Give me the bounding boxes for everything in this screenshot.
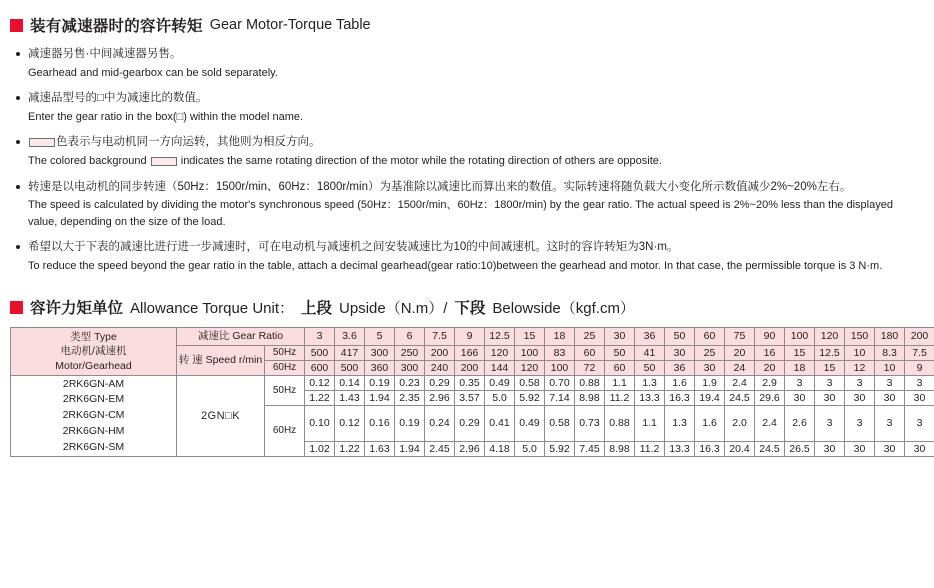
- torque-value-kgfcm: 1.43: [335, 390, 365, 405]
- note-item: [14, 179, 924, 231]
- speed-50hz-value: 8.3: [875, 345, 905, 360]
- torque-value: 2.9: [755, 375, 785, 390]
- torque-value: 3: [815, 375, 845, 390]
- torque-value-kgfcm: 1.94: [395, 442, 425, 457]
- torque-value: 1.3: [635, 375, 665, 390]
- speed-60hz-value: 200: [455, 360, 485, 375]
- note-en: Enter the gear ratio in the box(□) within the model name.: [28, 110, 304, 123]
- torque-value: 0.19: [395, 405, 425, 442]
- torque-value: 3: [875, 375, 905, 390]
- torque-value: 0.73: [575, 405, 605, 442]
- torque-value: 1.9: [695, 375, 725, 390]
- torque-value-kgfcm: 5.92: [545, 442, 575, 457]
- unit-heading-cn: 容许力矩单位: [30, 300, 124, 318]
- torque-value: 0.35: [455, 375, 485, 390]
- torque-value-kgfcm: 2.96: [425, 390, 455, 405]
- note-item: [14, 134, 924, 169]
- torque-value-kgfcm: 16.3: [665, 390, 695, 405]
- unit-heading-upside-en: Upside（N.m）/: [339, 299, 448, 317]
- table-row: [11, 375, 934, 390]
- speed-50hz-value: 15: [785, 345, 815, 360]
- speed-50hz-value: 60: [575, 345, 605, 360]
- torque-value: 0.49: [485, 375, 515, 390]
- section-heading-cn: 装有减速器时的容许转矩: [30, 18, 203, 35]
- torque-value-kgfcm: 30: [845, 390, 875, 405]
- torque-value-kgfcm: 5.0: [515, 442, 545, 457]
- torque-value-kgfcm: 1.63: [365, 442, 395, 457]
- ratio-col-header: 18: [545, 328, 575, 345]
- torque-value-kgfcm: 29.6: [755, 390, 785, 405]
- speed-50hz-value: 200: [425, 345, 455, 360]
- color-swatch-icon: [29, 138, 55, 147]
- torque-value: 0.23: [395, 375, 425, 390]
- speed-50hz-value: 10: [845, 345, 875, 360]
- speed-header-cell: [177, 345, 265, 375]
- note-en-suffix: indicates the same rotating direction of the motor while the rotating direction of others are opposite.: [177, 155, 662, 168]
- torque-value-kgfcm: 19.4: [695, 390, 725, 405]
- note-en-with-swatch: [14, 153, 924, 170]
- torque-value-kgfcm: 16.3: [695, 442, 725, 457]
- speed-60hz-value: 600: [305, 360, 335, 375]
- ratio-col-header: 3.6: [335, 328, 365, 345]
- model-name: 2RK6GN-SM: [62, 440, 125, 453]
- torque-value: 1.3: [665, 405, 695, 442]
- type-header-line1: 类型 Type: [70, 331, 117, 344]
- speed-60hz-value: 100: [545, 360, 575, 375]
- ratio-col-header: 6: [395, 328, 425, 345]
- ratio-col-header: 36: [635, 328, 665, 345]
- ratio-col-header: 3: [305, 328, 335, 345]
- note-item: [14, 90, 924, 125]
- unit-heading-en: Allowance Torque Unit：: [130, 299, 294, 317]
- torque-value: 3: [785, 375, 815, 390]
- ratio-col-header: 100: [785, 328, 815, 345]
- speed-60hz-value: 360: [365, 360, 395, 375]
- note-cn: 转速是以电动机的同步转速（50Hz：1500r/min、60Hz：1800r/min）为基准除以减速比而算出来的数值。实际转速将随负载大小变化所示数值减少2%~20%左右。: [14, 179, 924, 196]
- speed-50hz-value: 417: [335, 345, 365, 360]
- torque-value: 0.49: [515, 405, 545, 442]
- torque-value: 3: [875, 405, 905, 442]
- speed-60hz-value: 60: [605, 360, 635, 375]
- torque-value-kgfcm: 8.98: [605, 442, 635, 457]
- speed-50hz-value: 166: [455, 345, 485, 360]
- ratio-col-header: 50: [665, 328, 695, 345]
- ratio-col-header: 90: [755, 328, 785, 345]
- ratio-col-header: 150: [845, 328, 875, 345]
- torque-value-kgfcm: 1.22: [335, 442, 365, 457]
- row-hz-label-60: 60Hz: [265, 405, 305, 457]
- model-list-cell: [11, 375, 177, 457]
- speed-60hz-value: 15: [815, 360, 845, 375]
- torque-value-kgfcm: 24.5: [755, 442, 785, 457]
- note-item: [14, 239, 924, 274]
- torque-value: 0.24: [425, 405, 455, 442]
- torque-value: 3: [845, 375, 875, 390]
- note-cn-text: 色表示与电动机同一方向运转，其他则为相反方向。: [56, 136, 321, 149]
- unit-heading-upside-cn: 上段: [301, 300, 333, 318]
- ratio-col-header: 120: [815, 328, 845, 345]
- speed-60hz-value: 144: [485, 360, 515, 375]
- speed-60hz-value: 24: [725, 360, 755, 375]
- torque-value-kgfcm: 30: [905, 442, 934, 457]
- torque-value: 0.41: [485, 405, 515, 442]
- torque-value: 1.1: [635, 405, 665, 442]
- speed-60hz-value: 120: [515, 360, 545, 375]
- speed-60hz-value: 50: [635, 360, 665, 375]
- gear-ratio-header-cell: [177, 328, 305, 345]
- torque-value: 2.4: [755, 405, 785, 442]
- torque-value: 1.6: [665, 375, 695, 390]
- speed-header-en: Speed r/min: [205, 353, 263, 366]
- torque-value: 0.58: [515, 375, 545, 390]
- torque-value-kgfcm: 3.57: [455, 390, 485, 405]
- gear-ratio-header-cn: 减速比: [197, 330, 230, 343]
- red-square-bullet-icon: [10, 19, 23, 32]
- torque-value-kgfcm: 5.0: [485, 390, 515, 405]
- torque-value-kgfcm: 13.3: [665, 442, 695, 457]
- torque-value-kgfcm: 1.94: [365, 390, 395, 405]
- speed-60hz-value: 240: [425, 360, 455, 375]
- torque-value: 3: [905, 405, 934, 442]
- unit-heading-belowside-en: Belowside（kgf.cm）: [492, 299, 635, 317]
- notes-list: [14, 46, 924, 274]
- note-item: [14, 46, 924, 81]
- row-hz-label-50: 50Hz: [265, 375, 305, 405]
- ratio-col-header: 7.5: [425, 328, 455, 345]
- torque-value: 2.6: [785, 405, 815, 442]
- torque-value: 0.12: [305, 375, 335, 390]
- torque-value-kgfcm: 2.96: [455, 442, 485, 457]
- section-heading: [10, 14, 924, 36]
- speed-50hz-value: 100: [515, 345, 545, 360]
- speed-50hz-value: 7.5: [905, 345, 934, 360]
- speed-50hz-value: 500: [305, 345, 335, 360]
- torque-value-kgfcm: 24.5: [725, 390, 755, 405]
- type-header-cell: [11, 328, 177, 375]
- speed-50hz-value: 12.5: [815, 345, 845, 360]
- type-header-line2: 电动机/减速机: [60, 345, 127, 358]
- torque-table: [10, 327, 934, 457]
- model-name: 2RK6GN-CM: [62, 409, 125, 422]
- table-header-row: [11, 328, 934, 345]
- torque-value: 2.0: [725, 405, 755, 442]
- speed-50hz-value: 16: [755, 345, 785, 360]
- torque-value: 1.6: [695, 405, 725, 442]
- color-swatch-icon: [151, 157, 177, 166]
- torque-value-kgfcm: 7.14: [545, 390, 575, 405]
- torque-value: 0.16: [365, 405, 395, 442]
- torque-value-kgfcm: 30: [905, 390, 934, 405]
- torque-value-kgfcm: 26.5: [785, 442, 815, 457]
- unit-heading: [10, 296, 924, 318]
- speed-50hz-value: 120: [485, 345, 515, 360]
- torque-value-kgfcm: 4.18: [485, 442, 515, 457]
- speed-60hz-label: 60Hz: [265, 360, 305, 375]
- model-name: 2RK6GN-HM: [62, 424, 125, 437]
- torque-value: 0.70: [545, 375, 575, 390]
- speed-header-cn: 转 速: [178, 353, 203, 366]
- ratio-col-header: 200: [905, 328, 934, 345]
- torque-value: 0.29: [425, 375, 455, 390]
- torque-value-kgfcm: 8.98: [575, 390, 605, 405]
- unit-heading-belowside-cn: 下段: [454, 300, 486, 318]
- torque-value: 1.1: [605, 375, 635, 390]
- torque-value-kgfcm: 20.4: [725, 442, 755, 457]
- speed-60hz-value: 36: [665, 360, 695, 375]
- model-name: 2RK6GN-AM: [62, 377, 125, 390]
- torque-value-kgfcm: 2.35: [395, 390, 425, 405]
- torque-value-kgfcm: 13.3: [635, 390, 665, 405]
- speed-60hz-value: 500: [335, 360, 365, 375]
- torque-value: 2.4: [725, 375, 755, 390]
- torque-value-kgfcm: 5.92: [515, 390, 545, 405]
- torque-value-kgfcm: 2.45: [425, 442, 455, 457]
- speed-50hz-value: 300: [365, 345, 395, 360]
- model-name: 2RK6GN-EM: [62, 393, 125, 406]
- ratio-col-header: 180: [875, 328, 905, 345]
- torque-value: 0.14: [335, 375, 365, 390]
- torque-value: 0.58: [545, 405, 575, 442]
- note-cn: 减速品型号的□中为减速比的数值。: [14, 90, 924, 107]
- ratio-col-header: 5: [365, 328, 395, 345]
- note-cn: 减速器另售·中间减速器另售。: [14, 46, 924, 63]
- gearhead-model-cell: 2GN□K: [177, 375, 265, 457]
- torque-value: 0.29: [455, 405, 485, 442]
- torque-value: 0.88: [575, 375, 605, 390]
- torque-value-kgfcm: 1.22: [305, 390, 335, 405]
- torque-value-kgfcm: 30: [845, 442, 875, 457]
- ratio-col-header: 12.5: [485, 328, 515, 345]
- torque-value-kgfcm: 30: [815, 390, 845, 405]
- torque-value: 0.12: [335, 405, 365, 442]
- note-en: The speed is calculated by dividing the motor's synchronous speed (50Hz：1500r/min、60Hz：1800r/min) by the gear ratio. The actual speed is 2%~20% less than the displayed value, depending on the size of the load.: [28, 199, 893, 228]
- torque-value: 0.88: [605, 405, 635, 442]
- torque-value-kgfcm: 1.02: [305, 442, 335, 457]
- ratio-col-header: 25: [575, 328, 605, 345]
- torque-value: 3: [905, 375, 934, 390]
- torque-value: 3: [815, 405, 845, 442]
- ratio-col-header: 15: [515, 328, 545, 345]
- torque-value: 3: [845, 405, 875, 442]
- speed-60hz-value: 10: [875, 360, 905, 375]
- ratio-col-header: 30: [605, 328, 635, 345]
- gear-ratio-header-en: Gear Ratio: [232, 330, 284, 343]
- note-en: To reduce the speed beyond the gear ratio in the table, attach a decimal gearhead(gear ratio:10)between the gearhead and motor. In that case, the permissible torque is 3 N·m.: [28, 259, 883, 272]
- speed-60hz-value: 12: [845, 360, 875, 375]
- speed-60hz-value: 18: [785, 360, 815, 375]
- torque-value: 0.10: [305, 405, 335, 442]
- ratio-col-header: 9: [455, 328, 485, 345]
- speed-50hz-value: 30: [665, 345, 695, 360]
- torque-value-kgfcm: 11.2: [635, 442, 665, 457]
- speed-60hz-value: 72: [575, 360, 605, 375]
- type-header-line3: Motor/Gearhead: [55, 359, 132, 372]
- ratio-col-header: 75: [725, 328, 755, 345]
- torque-value: 0.19: [365, 375, 395, 390]
- speed-50hz-value: 41: [635, 345, 665, 360]
- speed-50hz-label: 50Hz: [265, 345, 305, 360]
- torque-value-kgfcm: 7.45: [575, 442, 605, 457]
- section-heading-en: Gear Motor-Torque Table: [209, 17, 371, 33]
- speed-60hz-value: 20: [755, 360, 785, 375]
- ratio-col-header: 60: [695, 328, 725, 345]
- note-cn-with-swatch: [14, 134, 924, 151]
- torque-value-kgfcm: 30: [785, 390, 815, 405]
- speed-50hz-value: 50: [605, 345, 635, 360]
- speed-50hz-value: 83: [545, 345, 575, 360]
- torque-value-kgfcm: 11.2: [605, 390, 635, 405]
- speed-50hz-value: 20: [725, 345, 755, 360]
- speed-50hz-value: 25: [695, 345, 725, 360]
- note-en-prefix: The colored background: [28, 155, 150, 168]
- torque-value-kgfcm: 30: [815, 442, 845, 457]
- red-square-bullet-icon: [10, 301, 23, 314]
- note-cn: 希望以大于下表的减速比进行进一步减速时，可在电动机与减速机之间安装减速比为10的中间减速机。这时的容许转矩为3N·m。: [14, 239, 924, 256]
- torque-value-kgfcm: 30: [875, 442, 905, 457]
- speed-60hz-value: 9: [905, 360, 934, 375]
- note-en: Gearhead and mid-gearbox can be sold separately.: [28, 66, 278, 79]
- speed-50hz-value: 250: [395, 345, 425, 360]
- speed-60hz-value: 300: [395, 360, 425, 375]
- torque-value-kgfcm: 30: [875, 390, 905, 405]
- speed-60hz-value: 30: [695, 360, 725, 375]
